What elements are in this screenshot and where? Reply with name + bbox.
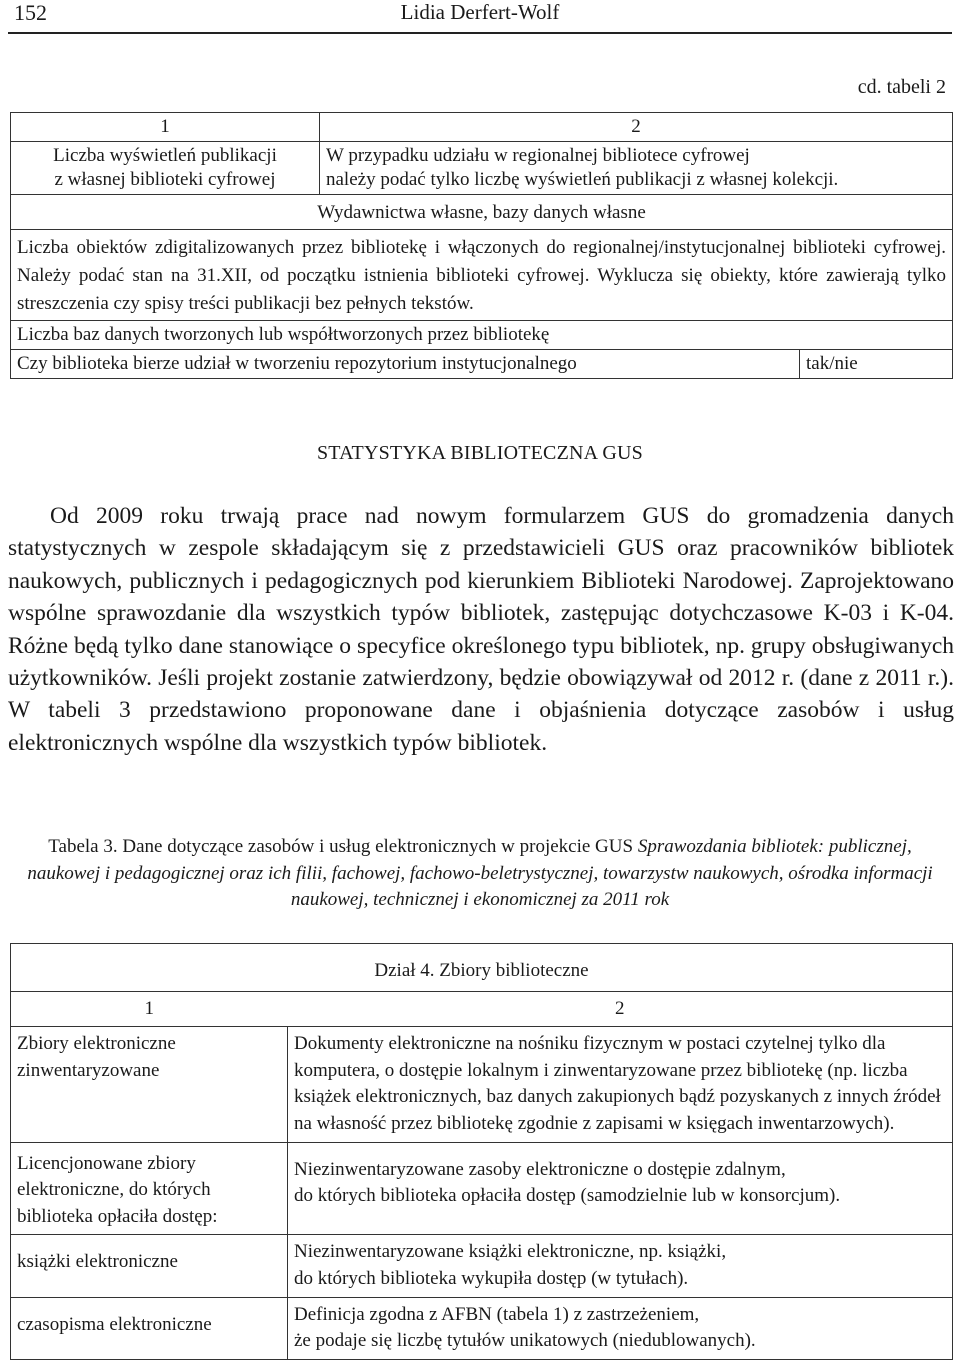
table-row [11,1027,953,1142]
table-row [11,1235,953,1297]
description-line: do których biblioteka wykupiła dostęp (w tytułach). [294,1267,689,1289]
description-line: do których biblioteka opłaciła dostęp (samodzielnie lub w konsorcjum). [294,1185,841,1207]
table-2-continued [10,112,953,379]
continuation-label: cd. tabeli 2 [857,76,946,98]
row-description: Liczba baz danych tworzonych lub współtworzonych przez bibliotekę [11,321,953,350]
row-description: Liczba obiektów zdigitalizowanych przez bibliotekę i włączonych do regionalnej/instytucjonalnej biblioteki cyfrowej. Należy podać stan na 31.XII, od początku istnienia biblioteki cyfrowej. Wyklucza się obiekty, które zawierają tylko streszczenia czy spisy treści publikacji bez pełnych tekstów. [11,230,953,321]
header-rule [8,32,952,34]
row-value: tak/nie [800,350,953,379]
row-label [11,142,320,195]
description-line: Niezinwentaryzowane książki elektroniczne, np. książki, [294,1241,727,1263]
table-3 [10,943,953,1360]
row-label-line: z własnej biblioteki cyfrowej [54,169,276,190]
description-line: W przypadku udziału w regionalnej bibliotece cyfrowej [326,145,750,166]
row-label: czasopisma elektroniczne [11,1297,288,1359]
row-description [320,142,953,195]
section-heading: Wydawnictwa własne, bazy danych własne [11,195,953,230]
table-row [11,321,953,350]
description-line: Definicja zgodna z AFBN (tabela 1) z zastrzeżeniem, [294,1303,700,1325]
row-label: Licencjonowane zbiory elektroniczne, do których biblioteka opłaciła dostęp: [11,1142,288,1235]
table-row [11,1297,953,1359]
description-line: należy podać tylko liczbę wyświetleń publikacji z własnej kolekcji. [326,169,839,190]
row-label: książki elektroniczne [11,1235,288,1297]
table-row [11,350,953,379]
row-description [288,1142,953,1235]
table-row [11,113,953,142]
section-title: STATYSTYKA BIBLIOTECZNA GUS [316,442,644,464]
table-row [11,991,953,1027]
caption-label: Tabela 3. Dane dotyczące zasobów i usług elektronicznych w projekcie GUS [48,836,638,857]
running-head-author: Lidia Derfert-Wolf [400,0,560,24]
description-line: Niezinwentaryzowane zasoby elektroniczne o dostępie zdalnym, [294,1158,786,1180]
table-caption [12,834,948,914]
table-row [11,1142,953,1235]
row-description [288,1235,953,1297]
description-line: że podaje się liczbę tytułów unikatowych (niedublowanych). [294,1330,756,1352]
page-number: 152 [14,0,47,25]
column-header-1: 1 [11,113,320,142]
row-label: Zbiory elektroniczne zinwentaryzowane [11,1027,288,1142]
row-description: Czy biblioteka bierze udział w tworzeniu repozytorium instytucjonalnego [11,350,800,379]
row-label-line: Liczba wyświetleń publikacji [53,145,277,166]
division-heading: Dział 4. Zbiory biblioteczne [11,944,953,992]
table-row [11,944,953,992]
table-row [11,142,953,195]
row-description: Dokumenty elektroniczne na nośniku fizycznym w postaci czytelnej tylko dla komputera, o dostępie lokalnym i zinwentaryzowane przez bibliotekę (np. liczba książek elektronicznych, baz danych zakupionych bądź pozyskanych z innych źródeł na własność przez bibliotekę zgodnie z zapisami w księgach inwentarzowych). [288,1027,953,1142]
caption-italic: Sprawozdania bibliotek: publicznej, naukowej i pedagogicznej oraz ich filii, fachowej, fachowo-beletrystycznej, towarzystw naukowych, ośrodka informacji naukowej, technicznej i ekonomicznej za 2011 rok [27,836,933,910]
column-header-1: 1 [11,991,288,1027]
body-paragraph: Od 2009 roku trwają prace nad nowym formularzem GUS do gromadzenia danych statystycznych w zespole składającym się z przedstawicieli GUS oraz pracowników bibliotek naukowych, publicznych i pedagogicznych pod kierunkiem Biblioteki Narodowej. Zaprojektowano wspólne sprawozdanie dla wszystkich typów bibliotek, zastępując dotychczasowe K-03 i K-04. Różne będą tylko dane stanowiące o specyfice określonego typu bibliotek, np. grupy obsługiwanych użytkowników. Jeśli projekt zostanie zatwierdzony, będzie obowiązywał od 2012 r. (dane z 2011 r.). W tabeli 3 przedstawiono proponowane dane i objaśnienia dotyczące zasobów i usług elektronicznych wspólne dla wszystkich typów bibliotek. [8,503,954,756]
column-header-2: 2 [320,113,953,142]
table-row [11,195,953,230]
row-description [288,1297,953,1359]
table-row [11,230,953,321]
column-header-2: 2 [288,991,953,1027]
